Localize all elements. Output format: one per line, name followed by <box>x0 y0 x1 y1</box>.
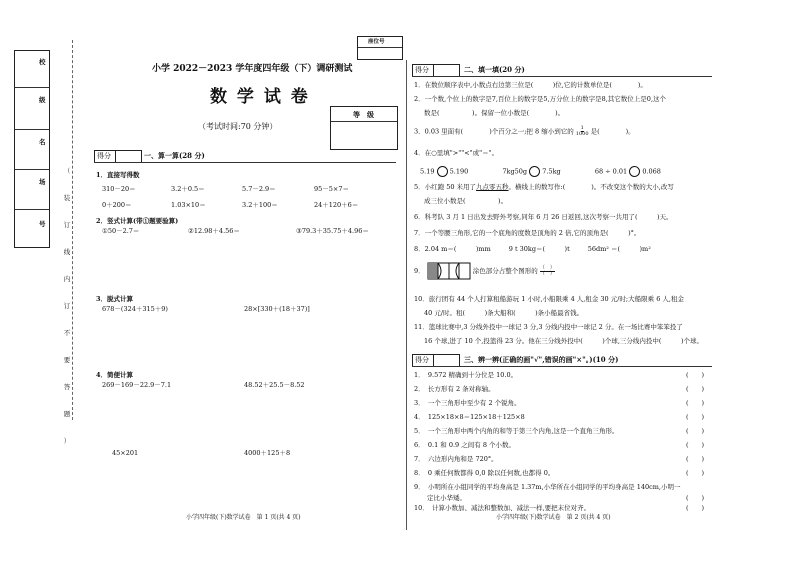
compare-circle[interactable] <box>629 166 640 177</box>
info-label-name: 名 <box>39 138 46 146</box>
answer-fraction: $\frac{( )}{( )}$ <box>539 264 555 277</box>
fill-item-4: 4．在○里填">""<"或"＝"。 <box>414 149 499 157</box>
vertical-calc: ②12.98＋4.56＝ <box>188 227 240 235</box>
fill-item-2b: 数是( )。保留一位小数是( )。 <box>424 109 565 117</box>
score-box-1: 得分 <box>94 150 142 163</box>
judge-item: 2． 长方形有 2 条对称轴。 <box>414 385 495 393</box>
fill-item-10b: 40 元/时。租( )条大船和( )条小船最省钱。 <box>424 309 584 317</box>
compare-circle[interactable] <box>529 166 540 177</box>
fraction-1-1000: $\frac{1}{1000}$ <box>575 125 589 137</box>
vertical-calc: ③79.3＋35.75＋4.96＝ <box>296 227 369 235</box>
judge-item: 3． 一个三角形中至少有 2 个锐角。 <box>414 399 521 407</box>
sec1-q4: 4．简便计算 <box>96 371 134 379</box>
fill-item-10: 10．旅行团有 44 个人打算租船游玩 1 小时,小船限乘 4 人,租金 30 元/时;大船限乘 6 人,租金 <box>414 295 684 303</box>
sec1-q2: 2．竖式计算(带①题要验算) <box>96 217 179 225</box>
fill-item-11b: 16 个球,进了 10 个,投篮得 23 分。他在三分线外投中( )个球,三分线内投中( )个球。 <box>424 337 703 345</box>
fill-item-3: 3．0.03 里面有( )个百分之一;把 8 缩小到它的 $\frac{1}{1000}$ 是( )。 <box>414 125 635 137</box>
shaded-figure <box>427 262 471 280</box>
calc-item: 24＋120＋6＝ <box>314 201 359 209</box>
score-box-2: 得分 <box>412 64 460 77</box>
section3-title: 三、辨一辨(正确的画"√",错误的画"×"。)(10 分) <box>464 355 619 364</box>
section1-title: 一、算一算(28 分) <box>144 151 205 160</box>
binding-warning: （ 装 订 线 内 订 不 要 答 题 ） <box>63 167 71 445</box>
stepwise-calc: 28×[330＋(18＋37)] <box>244 305 310 313</box>
simplify-calc: 48.52＋25.5－8.52 <box>244 381 305 389</box>
calc-item: 3.2＋0.5＝ <box>171 185 205 193</box>
compare-circle[interactable] <box>437 166 448 177</box>
judge-item: 4． 125×18×8＝125×18＋125×8 <box>414 413 525 421</box>
sec1-q3: 3．脱式计算 <box>96 295 134 303</box>
compare-row: 5.19 5.190 7kg50g 7.5kg 68 ÷ 0.01 0.068 <box>420 167 661 176</box>
info-label-exam-room: 场 <box>39 178 46 186</box>
judge-answer[interactable]: ( ) <box>686 469 705 477</box>
judge-answer[interactable]: ( ) <box>686 427 705 435</box>
exam-subject: 数 学 试 卷 <box>210 87 310 107</box>
fill-item-5: 5．小红跑 50 米用了九点零五秒。横线上的数写作:( )。不改变这个数的大小,改写 <box>414 183 674 191</box>
fill-item-6: 6．科考队 3 月 1 日出发去野外考察,同年 6 月 26 日返回,这次考察一共用了( )天。 <box>414 213 673 221</box>
simplify-calc: 4000＋125＋8 <box>244 449 291 457</box>
student-info-box <box>14 50 50 248</box>
calc-item: 1.03×10＝ <box>171 201 206 209</box>
judge-item: 8． 0 乘任何数都得 0,0 除以任何数,也都得 0。 <box>414 469 555 477</box>
stepwise-calc: 678－(324＋315＋9) <box>102 305 168 313</box>
simplify-calc: 45×201 <box>112 449 139 457</box>
footer-left: 小学四年级(下)数学试卷 第 1 页(共 4 页) <box>186 514 301 521</box>
simplify-calc: 269－169－22.9－7.1 <box>102 381 172 389</box>
score-box-3: 得分 <box>412 354 460 367</box>
judge-item: 1． 9.572 精确到十分位是 10.0。 <box>414 371 518 379</box>
judge-item: 5． 一个三角形中两个内角的和等于第三个内角,这是一个直角三角形。 <box>414 427 619 435</box>
judge-answer[interactable]: ( ) <box>686 371 705 379</box>
calc-item: 5.7－2.9＝ <box>242 185 276 193</box>
judge-answer[interactable]: ( ) <box>686 399 705 407</box>
fill-item-5b: 成三位小数是( )。 <box>424 197 508 205</box>
judge-item: 定比小华矮。 <box>414 494 466 502</box>
calc-item: 3.2＋100＝ <box>242 201 278 209</box>
judge-answer[interactable]: ( ) <box>686 455 705 463</box>
sec1-q1: 1．直接写得数 <box>96 171 140 179</box>
calc-item: 95－5×7＝ <box>314 185 349 193</box>
judge-answer[interactable]: ( ) <box>686 504 705 512</box>
judge-answer[interactable]: ( ) <box>686 413 705 421</box>
calc-item: 310－20＝ <box>102 185 136 193</box>
judge-answer[interactable]: ( ) <box>686 385 705 393</box>
exam-title: 小学 2022－2023 学年度四年级（下）调研测试 <box>152 64 353 74</box>
vertical-calc: ①50－2.7＝ <box>102 227 140 235</box>
info-label-class: 级 <box>39 96 46 104</box>
judge-item: 9． 小明所在小组同学的平均身高是 1.37m,小华所在小组同学的平均身高是 140cm,小明一 <box>414 483 681 491</box>
grade-box: 等 级 <box>330 106 398 150</box>
calc-item: 0＋200＝ <box>102 201 132 209</box>
fill-item-11: 11．篮球比赛中,3 分线外投中一球记 3 分,3 分线内投中一球记 2 分。在一场比赛中笨笨投了 <box>414 323 683 331</box>
seat-number-box: 座位号 <box>357 36 403 60</box>
fill-item-1: 1．在数位顺序表中,小数点右边第三位是( )位,它的计数单位是( )。 <box>414 81 647 89</box>
fill-item-9: 9． 涂色部分占整个图形的 $\frac{( )}{( )}$ <box>414 262 555 280</box>
judge-answer[interactable]: ( ) <box>686 494 705 502</box>
judge-item: 10． 计算小数加、减法和整数加、减法一样,要把末位对齐。 <box>414 504 591 512</box>
info-label-number: 号 <box>39 220 46 228</box>
section2-title: 二、填一填(20 分) <box>464 65 525 74</box>
fill-item-8: 8．2.04 m＝( )mm 9 t 30kg＝( )t 56dm² ＝( )m² <box>414 245 651 253</box>
footer-right: 小学四年级(下)数学试卷 第 2 页(共 4 页) <box>496 514 611 521</box>
fill-item-2: 2．一个数,个位上的数字是7,百位上的数字是5,万分位上的数字是8,其它数位上是0,这个 <box>414 95 667 103</box>
judge-item: 6． 0.1 和 0.9 之间有 8 个小数。 <box>414 441 516 449</box>
fill-item-7: 7．一个等腰三角形,它的一个底角的度数是顶角的 2 倍,它的顶角是( )°。 <box>414 229 641 237</box>
info-label-school: 校 <box>39 58 46 66</box>
judge-answer[interactable]: ( ) <box>686 441 705 449</box>
judge-item: 7． 六边形内角和是 720°。 <box>414 455 498 463</box>
exam-time: （考试时间:70 分钟） <box>198 122 278 131</box>
